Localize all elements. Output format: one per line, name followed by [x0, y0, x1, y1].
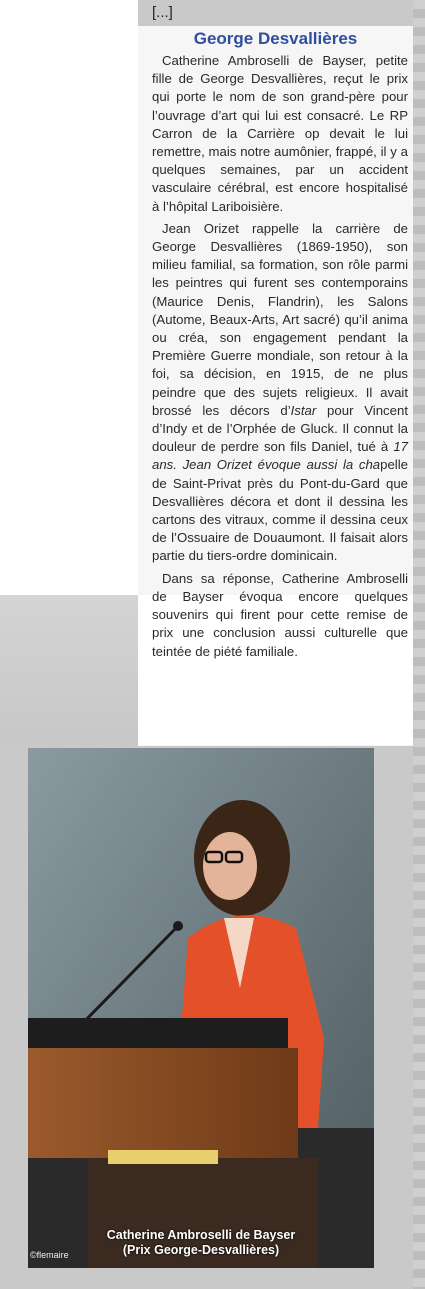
text-run: pour Vincent d’Indy et de l’Orphée de Gluck. Il connut la douleur de perdre son fils Daniel, tué à [152, 402, 408, 455]
adjacent-page-edge [413, 0, 425, 1289]
paragraph [152, 220, 408, 566]
photo-credit: ©flemaire [30, 1250, 69, 1260]
ellipsis-marker: [...] [152, 4, 173, 21]
photo-caption [28, 1228, 374, 1258]
article-title: George Desvallières [193, 29, 358, 48]
caption-name: Catherine Ambroselli de Bayser [106, 1228, 296, 1242]
italic-run: 17 ans. Jean Orizet évoque aussi la cha [152, 439, 408, 473]
photo [28, 748, 374, 1268]
italic-title: Istar [290, 402, 317, 418]
margin-area [0, 0, 138, 595]
paragraph: Catherine Ambroselli de Bayser, petite fille de George Desvallières, reçut le prix qui porte le nom de son grand-père pour l’ouvrage d’art qui lui est consacré. Le RP Carron de la Carrière op devait le lui remettre, mais notre aumônier, frappé, il y a quelques semaines, par un accident vasculaire cérébral, est encore hospitalisé à l’hôpital Lariboisière. [152, 53, 408, 214]
paragraph: Dans sa réponse, Catherine Ambroselli de Bayser évoqua encore quelques souvenirs qui firent pour cette remise de prix une conclusion aussi culturelle que teintée de piété familiale. [152, 570, 408, 659]
text-run: pelle de Saint-Privat près du Pont-du-Gard que Desvallières décora et dont il dessina les cartons des vitraux, comme il dessina ceux de l’Ossuaire de Douaumont. Il faisait alors partie du tiers-ordre dominicain. [152, 457, 408, 564]
photo-illustration [28, 748, 374, 1268]
margin-area-lower [0, 595, 138, 745]
text-run: Jean Orizet rappelle la carrière de George Desvallières (1869-1950), son milieu familial, sa formation, son rôle parmi les peintres qui furent ses contemporains (Maurice Denis, Flandrin), les Salons (Autome, Beaux-Arts, Art sacré) qu’il anima ou créa, son engagement pendant la Première Guerre mondiale, son retour à la foi, sa décision, en 1915, de ne plus peindre que des sujets religieux. Il avait brossé les décors d’ [152, 220, 408, 418]
article-body [152, 52, 408, 665]
caption-prize: (Prix George-Desvallières) [122, 1243, 280, 1257]
